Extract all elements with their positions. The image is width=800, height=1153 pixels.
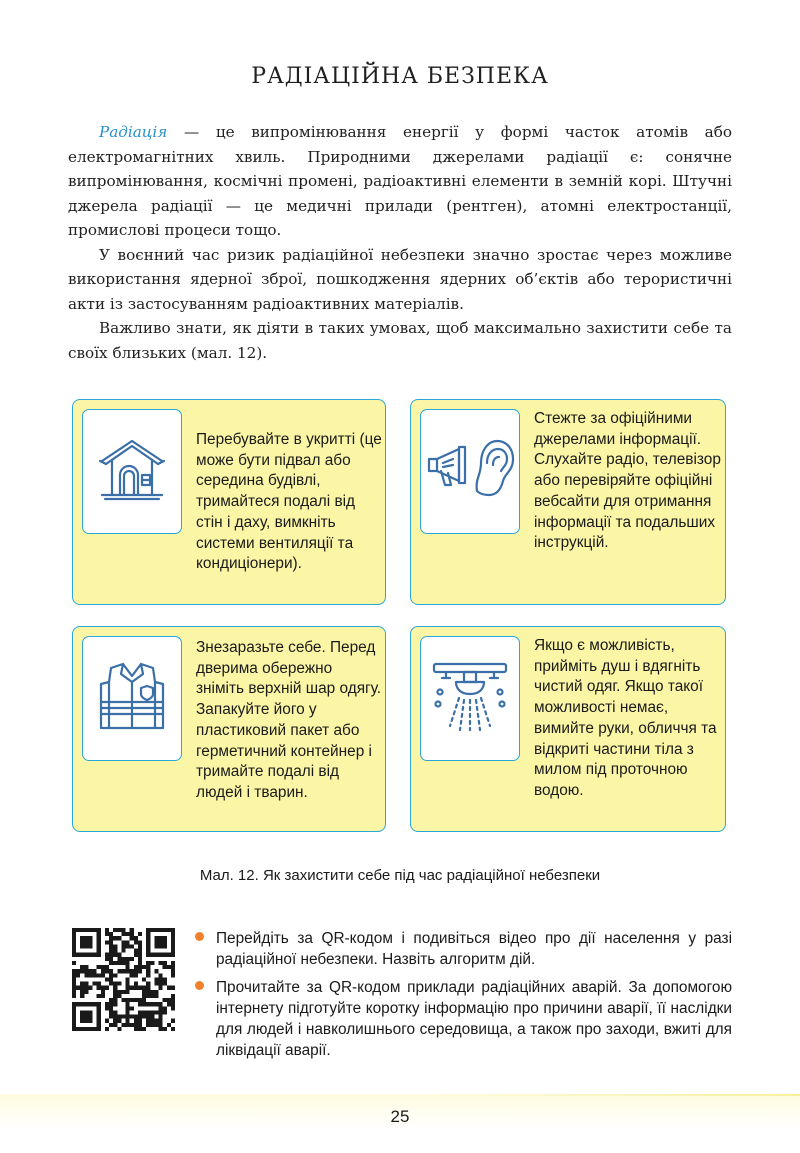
card-icon-frame xyxy=(420,409,520,534)
figure-caption: Мал. 12. Як захистити себе під час радіаційної небезпеки xyxy=(199,867,601,884)
shower-icon xyxy=(428,658,512,739)
page-number: 25 xyxy=(390,1107,410,1126)
card-text: Знезаразьте себе. Перед дверима обережно зніміть верхній шар одягу. Запакуйте його у пластиковий пакет або герметичний контейнер і тримайте подалі від людей і тварин. xyxy=(196,639,382,801)
megaphone-ear-icon xyxy=(425,429,515,514)
footer-divider xyxy=(420,1094,800,1096)
bullet-icon xyxy=(195,981,204,990)
term-radiation: Радіація xyxy=(99,123,168,141)
task-text: Прочитайте за QR-кодом приклади радіаційних аварій. За допомогою інтернету підготуйте коротку інформацію про причини аварії, її наслідки для людей і навколишнього середовища, а також про заходи, вжиті для ліквідації аварії. xyxy=(216,978,732,1060)
task-list xyxy=(194,928,732,1068)
card-text: Якщо є можливість, прийміть душ і вдягніть чистий одяг. Якщо такої можливості немає, вимийте руки, обличчя та відкриті частини тіла з милом під проточною водою. xyxy=(534,637,717,799)
qr-code[interactable] xyxy=(72,928,175,1031)
intro-paragraph-3: Важливо знати, як діяти в таких умовах, щоб максимально захистити себе та своїх близьких (мал. 12). xyxy=(68,319,732,362)
intro-paragraph-1 xyxy=(68,120,732,243)
card-icon-frame xyxy=(420,636,520,761)
card-icon-frame xyxy=(82,636,182,761)
card-text: Стежте за офіційними джерелами інформації. Слухайте радіо, телевізор або перевіряйте офіційні вебсайти для отримання інформації та подальших інструкцій. xyxy=(534,410,721,552)
card-official-sources xyxy=(410,399,726,605)
card-text: Перебувайте в укритті (це може бути підвал або середина будівлі, тримайтеся подалі від стін і даху, вимкніть системи вентиляції та кондиціонери). xyxy=(196,431,382,573)
list-item xyxy=(194,977,732,1062)
bullet-icon xyxy=(195,932,204,941)
house-shelter-icon xyxy=(96,433,168,510)
card-icon-frame xyxy=(82,409,182,534)
task-text: Перейдіть за QR-кодом і подивіться відео про дії населення у разі радіаційної небезпеки. Назвіть алгоритм дій. xyxy=(216,930,732,969)
page-title: РАДІАЦІЙНА БЕЗПЕКА xyxy=(251,64,549,89)
intro-paragraph-1-rest: — це випромінювання енергії у формі часток атомів або електромагнітних хвиль. Природними джерелами радіації є: сонячне випромінювання, космічні промені, радіоактивні елементи в земній корі. Штучні джерела радіації — це медичні прилади (рентген), атомні електростанції, промислові процеси тощо. xyxy=(68,123,732,239)
card-decontaminate xyxy=(72,626,386,832)
intro-paragraph-2: У воєнний час ризик радіаційної небезпеки значно зростає через можливе використання ядерної зброї, пошкодження ядерних об’єктів або терористичні акти із застосуванням радіоактивних матеріалів. xyxy=(68,245,732,313)
card-shower xyxy=(410,626,726,832)
intro-text xyxy=(68,120,732,365)
qr-code-icon xyxy=(72,928,175,1031)
uniform-clothing-icon xyxy=(97,658,167,739)
card-shelter xyxy=(72,399,386,605)
list-item xyxy=(194,928,732,971)
